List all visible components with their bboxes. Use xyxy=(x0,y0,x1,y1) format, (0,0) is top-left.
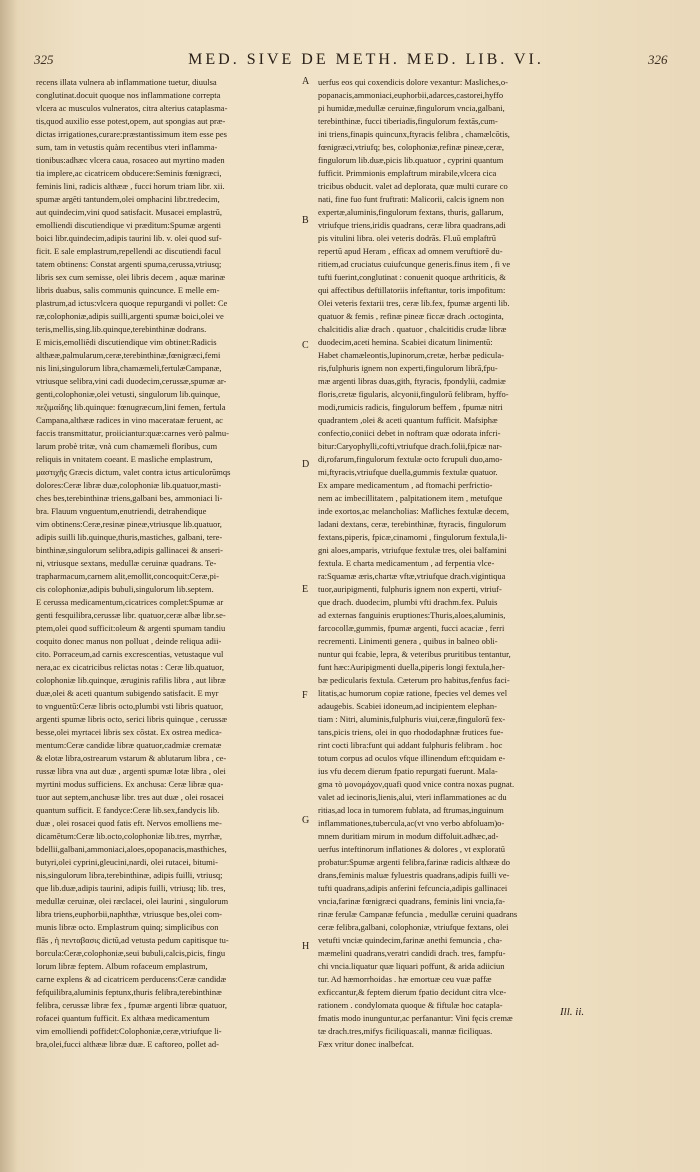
text-line: valet ad iecinoris,lienis,alui, vteri inflammationes ac du xyxy=(318,792,507,802)
text-line: tufti fuerint,conglutinat : conuenit quoque arthriticis, & xyxy=(318,272,506,282)
text-line: recrementi. Linimenti genera , quibus in balneo obli- xyxy=(318,636,498,646)
text-line: chalcitidis aliæ drach . quatuor , chalcitidis crudæ libræ xyxy=(318,324,507,334)
text-line: genti,colophoniæ,olei vetusti, singulorum lib.quinque, xyxy=(36,389,221,399)
text-line: coquito donec manus non polluat , deinde reliqua adii- xyxy=(36,636,222,646)
text-line: nem ac imbecillitatem , palpitationem item , metufque xyxy=(318,493,503,503)
text-line: conglutinat.docuit quoque nos inflammatione correpta xyxy=(36,90,221,100)
text-line: tuor aut septem,anchusæ libr. tres aut duæ , olei rosacei xyxy=(36,792,224,802)
text-line: quadrantem ,olei & aceti quantum fufficit. Mafsiphæ xyxy=(318,415,498,425)
text-line: vetufti vnciæ quindecim,farinæ anethi femuncia , cha- xyxy=(318,935,503,945)
text-line: inde exortos,ac melancholias: Mafliches fextulæ decem, xyxy=(318,506,509,516)
text-line: colophoniæ lib.quinque, æruginis rafilis libra , aut libræ xyxy=(36,675,226,685)
text-line: vim emolliendi poffidet:Colophoniæ,ceræ,vtriufque li- xyxy=(36,1026,222,1036)
text-line: to vnguentū:Ceræ libris octo,plumbi vsti libris quatuor, xyxy=(36,701,224,711)
text-line: vim obtinens:Ceræ,resinæ pineæ,vtriusque lib.quatuor, xyxy=(36,519,222,529)
text-line: mnem duritiam mirum in modum diffoluit.adhæc,ad- xyxy=(318,831,499,841)
text-line: boici libr.quindecim,adipis taurini lib. v. olei quod suf- xyxy=(36,233,222,243)
page-number-left: 325 xyxy=(34,52,54,67)
text-line: ræ,colophoniæ,adipis suilli,argenti spumæ boici,olei ve xyxy=(36,311,224,321)
text-line: plastrum,ad ictus:vlcera quoque repurgandi vi pollet: Ce xyxy=(36,298,228,308)
text-line: Ex ampare medicamentum , ad ftomachi perfrictio- xyxy=(318,480,493,490)
text-line: larum probè tritæ, vnà cum chamæmeli floribus, cum xyxy=(36,441,218,451)
text-line: felibra, cerussæ libræ fex , fpumæ argenti libræ quatuor, xyxy=(36,1000,227,1010)
margin-marker: D xyxy=(302,458,310,470)
text-line: mæmelini quadrans,veratri candidi drach. tres, fampfu- xyxy=(318,948,506,958)
text-line: gma τὸ μονομάχον,quafi quod vnice contra noxas pugnat. xyxy=(318,779,515,789)
text-line: E micis,emolliēdi discutiendique vim obtinet:Radicis xyxy=(36,337,217,347)
text-line: fefquilibra,aluminis feptunx,thuris felibra,terebinthinæ xyxy=(36,987,222,997)
text-line: russæ libra vna aut duæ , argenti spumæ lotæ libra , olei xyxy=(36,766,226,776)
text-line: ris,fulphuris ignem non experti,fingulorum librā,fpu- xyxy=(318,363,498,373)
text-line: exficcantur,& feptem dierum fpatio decidunt citra vlce- xyxy=(318,987,507,997)
text-line: libra triens,euphorbii,naphthæ, vtriusque bes,olei com- xyxy=(36,909,223,919)
text-line: tricibus obducit. valet ad deplorata, quæ multi curare co xyxy=(318,181,508,191)
text-line: pis vitulini libra. olei veteris dodrās. Fl.uū emplaftrū xyxy=(318,233,496,243)
text-line: chi vncia.liquatur quæ liquari poffunt, & arida adiiciun xyxy=(318,961,505,971)
text-line: cis colophoniæ,adipis bubuli,singulorum lib.septem. xyxy=(36,584,214,594)
text-line: bitur:Caryophylli,cofti,vtriufque drach.folii,fpicæ nar- xyxy=(318,441,502,451)
text-line: bra,olei,fucci althææ libræ duæ. E caftoreo, pollet ad- xyxy=(36,1039,219,1049)
text-line: genti fesquilibra,cerussæ libr. quatuor,ceræ albæ libr.se- xyxy=(36,610,226,620)
text-line: adipis suilli lib.quinque,thuris,mastiches, galbani, tere- xyxy=(36,532,223,542)
margin-marker: H xyxy=(302,940,310,952)
text-line: emolliendi discutiendique vi præditum:Spumæ argenti xyxy=(36,220,221,230)
margin-marker: A xyxy=(302,76,310,87)
text-line: reliquis in vnitatem coeant. E masliche emplastrum, xyxy=(36,454,213,464)
text-line: mentum:Ceræ candidæ libræ quatuor,cadmiæ crematæ xyxy=(36,740,222,750)
text-line: tur. Ad hæmorrhoidas . hæ emortuæ ceu vuæ paffæ xyxy=(318,974,492,984)
text-line: qui affectibus deftillatoriis infeftantur, toris impofitum: xyxy=(318,285,506,295)
text-line: fœnigræci,vtriufq; bes, colophoniæ,refinæ pineæ,ceræ, xyxy=(318,142,505,152)
text-line: Campana,althææ radices in vino macerataæ feruent, ac xyxy=(36,415,223,425)
text-line: ad externas fanguinis eruptiones:Thuris,aloes,aluminis, xyxy=(318,610,506,620)
text-line: pi humidæ,medullæ ceruinæ,fingulorum vncia,galbani, xyxy=(318,103,505,113)
text-line: tans,picis triens, olei in quo rhododaphnæ frutices fue- xyxy=(318,727,504,737)
text-line: spumæ argēti tantundem,olei omphacini libr.tredecim, xyxy=(36,194,220,204)
text-line: bæ pedicularis fextula. Cæterum pro habitus,fenfus faci- xyxy=(318,675,510,685)
text-line: vtriufque triens,iridis quadrans, ceræ libra quadrans,adi xyxy=(318,220,506,230)
text-line: gni aloes,amparis, vtriufque fextulæ tres, olei balfamini xyxy=(318,545,507,555)
margin-marker: G xyxy=(302,815,310,827)
text-line: nuntur qui fcabie, lepra, & veteribus pruritibus tentantur, xyxy=(318,649,511,659)
text-line: myrtini modus sufficiens. Ex anchusa: Ceræ libræ qua- xyxy=(36,779,224,789)
margin-marker: E xyxy=(302,584,309,596)
text-line: libris duabus, salis communis quincunce. E melle em- xyxy=(36,285,220,295)
text-line: rint cocti libra:funt qui addant fulphuris felibram . hoc xyxy=(318,740,503,750)
text-line: ritias,ad loca in tumorem fublata, ad ftrumas,inguinum xyxy=(318,805,504,815)
text-line: ptem,olei quod sufficit:oleum & argenti spumam tandiu xyxy=(36,623,226,633)
text-line: tatem obtinens: Constat argenti spuma,cerussa,vtriusq; xyxy=(36,259,222,269)
text-line: faccis transmittatur, proiiciantur:quæ:carnes verò palmu- xyxy=(36,428,229,438)
text-line: tuor,auripigmenti, fulphuris ignem non experti, vtriuf- xyxy=(318,584,502,594)
text-line: ceræ felibra,galbani, colophoniæ, vtriufque fextans, olei xyxy=(318,922,509,932)
page-number-right: 326 xyxy=(648,52,668,67)
text-line: duæ , olei rosacei quod fatis eft. Nervos emolliens me- xyxy=(36,818,222,828)
text-line: teris,mellis,sing.lib.quinque,terebinthinæ dodrans. xyxy=(36,324,207,334)
text-line: mi,ftyracis,vtriufque duella,gummis fextulæ quatuor. xyxy=(318,467,498,477)
text-line: sum, tam in vetustis quàm recentibus vteri inflamma- xyxy=(36,142,218,152)
text-line: tia implere,ac cicatricem obducere:Seminis fœnigræci, xyxy=(36,168,222,178)
text-line: munis libræ octo. Emplastrum quinq; simplicibus con xyxy=(36,922,219,932)
text-line: totum corpus ad oculos vfque illinendum eft:quidam e- xyxy=(318,753,506,763)
text-line: confectio,coniici debet in noftram quæ odorata infcri- xyxy=(318,428,501,438)
text-line: quantum sufficit. E fandyce:Ceræ lib.sex,fandycis lib. xyxy=(36,805,220,815)
text-line: Habet chamæleontis,lupinorum,cretæ, herbæ pedicula- xyxy=(318,350,505,360)
text-line: ni, vtriusque sextans, medullæ ceruinæ quadrans. Te- xyxy=(36,558,217,568)
text-line: feminis lini, radicis althææ , fucci horum triam libr. xii. xyxy=(36,181,225,191)
text-line: litatis,ac humorum copiæ ratione, fpecies vel demes vel xyxy=(318,688,508,698)
text-line: tufti quadrans,adipis anferini fefcuncia,adipis gallinacei xyxy=(318,883,508,893)
text-line: ini triens,finapis quincunx,ftyracis felibra , chamælcōtis, xyxy=(318,129,510,139)
text-line: nera,ac ex cicatricibus relictas notas : Ceræ lib.quatuor, xyxy=(36,662,225,672)
text-line: borcula:Ceræ,colophoniæ,seui bubuli,calcis,picis, fingu xyxy=(36,948,226,958)
text-line: uerfus eos qui coxendicis dolore vexantur: Masliches,o- xyxy=(318,77,509,87)
signature-mark: Ill. ii. xyxy=(560,1006,585,1018)
text-line: butyri,olei cyprini,gleucini,nardi, olei rutacei, bitumi- xyxy=(36,857,218,867)
text-line: modi,rumicis radicis, fingulorum beffem , fpumæ nitri xyxy=(318,402,503,412)
text-line: libris sex cum semisse, olei libris decem , aquæ marinæ xyxy=(36,272,226,282)
text-line: Fæx vritur donec inalbefcat. xyxy=(318,1039,414,1049)
text-line: repertū apud Heram , efficax ad omnem veruftiorē du- xyxy=(318,246,503,256)
text-line: uerfus inteftinorum inflationes & dolores , vt exploratū xyxy=(318,844,505,854)
text-line: binthinæ,singulorum selibra,adipis gallinacei & anseri- xyxy=(36,545,223,555)
text-line: tiam : Nitri, aluminis,fulphuris viui,ceræ,fingulorū fex- xyxy=(318,714,506,724)
text-line: vlcera ac musculos vulneratos, citra alterius cataplasma- xyxy=(36,103,228,113)
text-line: vncia,farinæ fœnigræci quadrans, feminis lini vncia,fa- xyxy=(318,896,505,906)
text-line: ius vfu decem dierum fpatio repurgati fuerunt. Mala- xyxy=(318,766,498,776)
text-line: fmatis modo inunguntur,ac perfanantur: Vini fęcis cremæ xyxy=(318,1013,513,1023)
text-line: fextans,piperis, fpicæ,cinamomi , fingulorum fextula,li- xyxy=(318,532,508,542)
text-line: adaugebis. Scabiei idoneum,ad incipientem elephan- xyxy=(318,701,497,711)
text-line: farcocollæ,gummis, fpumæ argenti, fucci acaciæ , ferri xyxy=(318,623,505,633)
text-line: πεζιμαίδης lib.quinque: fœnugræcum,lini femen, fertula xyxy=(36,402,226,412)
text-line: probatur:Spumæ argenti felibra,farinæ radicis althææ do xyxy=(318,857,510,867)
text-line: ladani dextans, ceræ, terebinthinæ, ftyracis, fingulorum xyxy=(318,519,507,529)
left-text-column xyxy=(36,76,298,1049)
text-line: dictas irrigationes,curare:præstantissimum item esse pes xyxy=(36,129,227,139)
text-line: fextula. E charta medicamentum , ad ferpentia vlce- xyxy=(318,558,495,568)
text-line: tionibus:adhæc vlcera caua, rosaceo aut myrtino maden xyxy=(36,155,225,165)
running-title: MED. SIVE DE METH. MED. LIB. VI. xyxy=(188,51,544,68)
text-line: trapharmacum,carnem alit,emollit,concoquit:Ceræ,pi- xyxy=(36,571,219,581)
text-line: bra. Flauum vnguentum,enutriendi, detrahendique xyxy=(36,506,207,516)
text-line: ches bes,terebinthinæ triens,galbani bes, ammoniaci li- xyxy=(36,493,223,503)
text-line: dolores:Ceræ libræ duæ,colophoniæ lib.quatuor,masti- xyxy=(36,480,222,490)
margin-marker: B xyxy=(302,214,309,226)
text-line: carne explens & ad cicatricem perducens:Ceræ candidæ xyxy=(36,974,227,984)
text-line: duodecim,aceti hemina. Scabiei dicatum linimentū: xyxy=(318,337,493,347)
text-line: terebinthinæ, fucci tiberiadis,fingulorum fextās,cum- xyxy=(318,116,498,126)
text-line: rofacei quantum fufficit. Ex althæa medicamentum xyxy=(36,1013,210,1023)
text-line: que lib.duæ,adipis taurini, adipis fuilli, vtriusq; lib. tres, xyxy=(36,883,226,893)
page-spine-shadow xyxy=(0,0,18,1172)
margin-marker: C xyxy=(302,340,309,351)
text-line: popanacis,ammoniaci,euphorbii,adarces,castorei,hyffo xyxy=(318,90,504,100)
text-line: bdellii,galbani,ammoniaci,aloes,opopanacis,masthiches, xyxy=(36,844,227,854)
text-line: argenti spumæ libris octo, serici libris quinque , cerussæ xyxy=(36,714,228,724)
text-line: lorum libræ feptem. Album rofaceum emplastrum, xyxy=(36,961,208,971)
text-line: aut quindecim,vini quod satisfacit. Musacei emplastrū, xyxy=(36,207,223,217)
text-line: rinæ ferulæ Campanæ fefuncia , medullæ ceruini quadrans xyxy=(318,909,518,919)
text-line: nis,singulorum libra,terebinthinæ, adipis fuilli, vtriusq; xyxy=(36,870,223,880)
text-line: funt hæc:Auripigmenti duella,piperis longi fextula,her- xyxy=(318,662,505,672)
text-line: nati, fine fuo funt fruftrati: Malicorii, calcis ignem non xyxy=(318,194,504,204)
text-line: nis lini,singulorum libra,chamæmeli,fertulæCampanæ, xyxy=(36,363,222,373)
text-line: & elotæ libra,ostrearum vstarum & ablutarum libra , ce- xyxy=(36,753,227,763)
text-line: tæ drach.tres,mifys ficiliquas:ali, mannæ ficiliquas. xyxy=(318,1026,493,1036)
text-line: besse,olei myrtacei libris sex cōstat. Ex ostrea medica- xyxy=(36,727,222,737)
text-line: expertæ,aluminis,fingulorum fextans, thuris, gallarum, xyxy=(318,207,504,217)
text-line: flās , ἡ πενταβασις dictū,ad vetusta pedum capitisque tu- xyxy=(36,935,229,945)
text-line: ra:Squamæ æris,chartæ vftæ,vtriufque drach.vigintiqua xyxy=(318,571,506,581)
text-line: Olei veteris fextarii tres, ceræ lib.fex, fpumæ argenti lib. xyxy=(318,298,510,308)
text-line: ficit. E sale emplastrum,repellendi ac discutiendi facul xyxy=(36,246,222,256)
text-line: ritiem,ad cruciatus cuiufcunque generis.finus item , fi ve xyxy=(318,259,511,269)
text-line: floris,cretæ figularis, alcyonii,fingulorū felibram, hyffo- xyxy=(318,389,509,399)
margin-marker: F xyxy=(302,689,308,701)
text-line: fufficit. Primmionis emplaftrum mirabile,vlcera cica xyxy=(318,168,497,178)
text-line: althææ,palmularum,ceræ,terebinthinæ,fœnigræci,femi xyxy=(36,350,221,360)
text-line: duæ,olei & aceti quantum subigendo satisfacit. E myr xyxy=(36,688,219,698)
text-line: recens illata vulnera ab inflammatione tuetur, diuulsa xyxy=(36,77,217,87)
text-line: vtriusque selibra,vini cadi duodecim,cerussæ,spumæ ar- xyxy=(36,376,227,386)
margin-markers xyxy=(300,76,316,1076)
text-line: dicamētum:Ceræ lib.octo,colophoniæ lib.tres, myrrhæ, xyxy=(36,831,223,841)
text-line: quatuor & femis , refinæ pineæ ficcæ drach .octoginta, xyxy=(318,311,504,321)
text-line: que drach. duodecim, plumbi vfti drachm.fex. Puluis xyxy=(318,597,498,607)
text-line: tis,quod auxilio esse potest,opem, aut spongias aut præ- xyxy=(36,116,226,126)
text-line: di,rofarum,fingulorum fextulæ octo fcrupuli duo,amo- xyxy=(318,454,503,464)
text-line: inflammationes,tubercula,ac(vt vno verbo abfoluam)o- xyxy=(318,818,505,828)
text-line: E cerussa medicamentum,cicatrices complet:Spumæ ar xyxy=(36,597,224,607)
text-line: fingulorum lib.duæ,picis lib.quatuor , cyprini quantum xyxy=(318,155,504,165)
text-line: mæ argenti libras duas,gith, ftyracis, fpondylii, cadmiæ xyxy=(318,376,506,386)
text-line: rationem . condylomata quoque & fiftulæ hoc catapla- xyxy=(318,1000,503,1010)
text-line: medullæ ceruinæ, olei ræclacei, olei laurini , singulorum xyxy=(36,896,229,906)
text-line: μαστιχῆς Græcis dictum, valet contra ictus articulorūmqs xyxy=(36,467,231,477)
text-line: drans,feminis maluæ fyluestris quadrans,adipis fuilli ve- xyxy=(318,870,510,880)
text-line: cito. Porraceum,ad carnis excrescentias, vetustaque vul xyxy=(36,649,224,659)
